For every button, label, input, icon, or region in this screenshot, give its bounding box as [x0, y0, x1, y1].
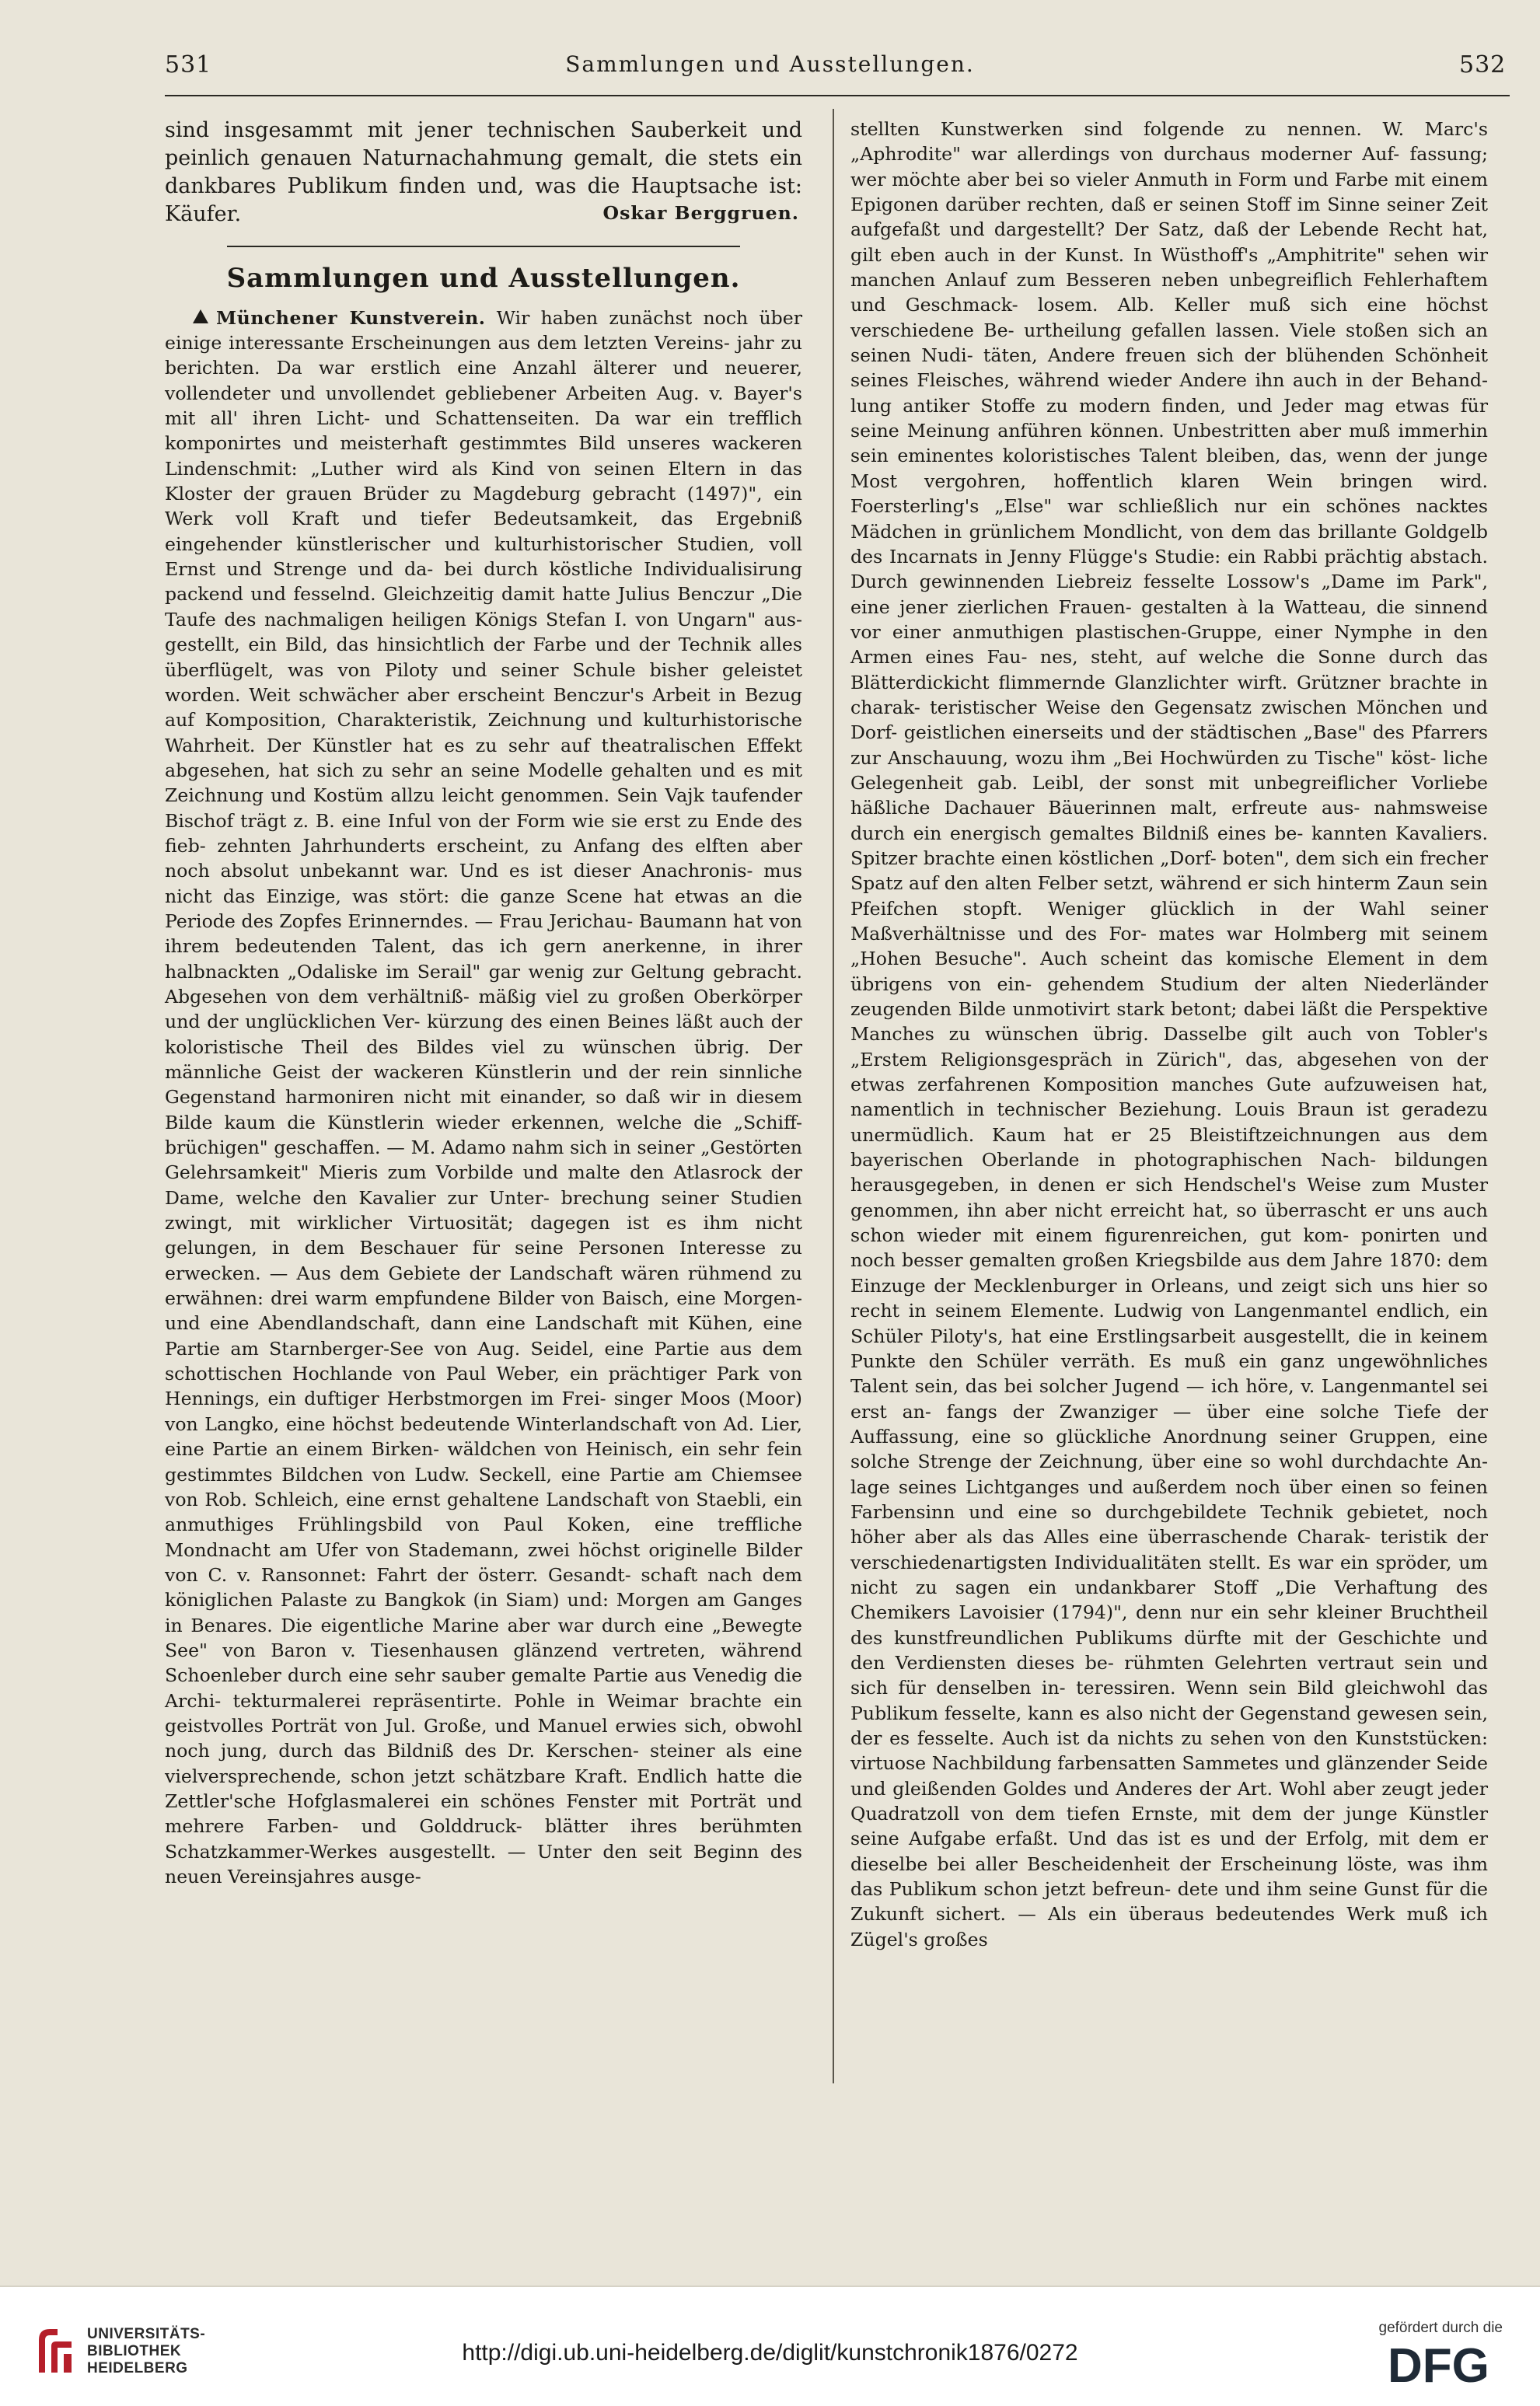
article-paragraph [165, 306, 802, 1890]
footer-divider [0, 2286, 1540, 2287]
column-divider [833, 109, 834, 2083]
library-name-line-2: BIBLIOTHEK [87, 2343, 182, 2359]
section-rule [227, 246, 740, 247]
dfg-logo-text: DFG [1388, 2340, 1489, 2387]
author-signature: Oskar Berggruen. [602, 202, 799, 224]
library-name-line-3: HEIDELBERG [87, 2360, 188, 2376]
viewer-footer [0, 2286, 1540, 2406]
page-number-right: 532 [1459, 51, 1507, 79]
dfg-logo-icon[interactable] [1386, 2340, 1503, 2387]
running-title: Sammlungen und Ausstellungen. [565, 51, 975, 77]
lead-label: Münchener Kunstverein. [216, 306, 486, 329]
page-number-left: 531 [165, 51, 212, 79]
library-name-line-1: UNIVERSITÄTS- [87, 2326, 206, 2342]
section-title: Sammlungen und Ausstellungen. [226, 263, 741, 295]
header-rule [165, 95, 1510, 96]
intro-paragraph: sind insgesammt mit jener technischen Sauberkeit und peinlich genauen Naturnachahmung gemalt, die stets ein dankbares Publikum finden und, was die Hauptsache ist: Käufer. [165, 118, 802, 226]
right-body-text: stellten Kunstwerken sind folgende zu nennen. W. Marc's „Aphrodite" war allerdings von durchaus moderner Auf- fassung; wer möchte aber bei so vieler Anmuth in Form und Farbe mit einem Epigonen darüber rechten, daß er seinen Stoff im Sinne seiner Zeit aufgefaßt und dargestellt? Der Satz, daß der Lebende Recht hat, gilt eben auch in der Kunst. In Wüsthoff's „Amphitrite" sehen wir manchen Anlauf zum Besseren neben unbegreiflich Fehlerhaftem und Geschmack- losem. Alb. Keller muß sich eine höchst verschiedene Be- urtheilung gefallen lassen. Viele stoßen sich an seinen Nudi- täten, Andere freuen sich der blühenden Schönheit seines Fleisches, während wieder Andere ihn auch in der Behand- lung antiker Stoffe zu modern finden, und Jeder mag etwas für seine Meinung anführen können. Unbestritten aber muß immerhin sein eminentes koloristisches Talent bleiben, das, wenn der junge Most vergohren, hoffentlich klaren Wein bringen wird. Foersterling's „Else" war schließlich nur ein schönes nacktes Mädchen in grünlichem Mondlicht, von dem das brillante Goldgelb des Incarnats in Jenny Flügge's Studie: ein Rabbi prächtig abstach. Durch gewinnenden Liebreiz fesselte Lossow's „Dame im Park", eine jener zierlichen Frauen- gestalten à la Watteau, die sinnend vor einer anmuthigen plastischen-Gruppe, einer Nymphe in den Armen eines Fau- nes, steht, auf welche die Sonne durch das Blätterdickicht flimmernde Glanzlichter wirft. Grützner brachte in charak- teristischer Weise den Gegensatz zwischen Mönchen und Dorf- geistlichen einerseits und der städtischen „Base" des Pfarrers zur Anschauung, wozu ihm „Bei Hochwürden zu Tische" köst- liche Gelegenheit gab. Leibl, der sonst mit unbegreiflicher Vorliebe häßliche Dachauer Bäuerinnen malt, erfreute aus- nahmsweise durch ein energisch gemaltes Bildniß eines be- kannten Kavaliers. Spitzer brachte einen köstlichen „Dorf- boten", dem sich ein frecher Spatz auf den alten Felber setzt, während er sich hinterm Zaun sein Pfeifchen stopft. Weniger glücklich in der Wahl seiner Maßverhältnisse und des For- mates war Holmberg mit seinem „Hohen Besuche". Auch scheint das komische Element in dem übrigens von ein- gehendem Studium der alten Niederländer zeugenden Bilde unmotivirt stark betont; dabei läßt die Perspektive Manches zu wünschen übrig. Dasselbe gilt auch von Tobler's „Erstem Religionsgespräch in Zürich", das, abgesehen von der etwas zerfahrenen Komposition manches Gute aufzuweisen hat, namentlich in technischer Beziehung. Louis Braun ist geradezu unermüdlich. Kaum hat er 25 Bleistiftzeichnungen aus dem bayerischen Oberlande in photographischen Nach- bildungen herausgegeben, in denen er sich Hendschel's Weise zum Muster genommen, ihn aber nicht erreicht hat, so überrascht er uns auch schon wieder mit einem figurenreichen, gut kom- ponirten und noch besser gemalten großen Kriegsbilde aus dem Jahre 1870: dem Einzuge der Mecklenburger in Orleans, und zeigt sich uns hier so recht in seinem Elemente. Ludwig von Langenmantel endlich, ein Schüler Piloty's, hat eine Erstlingsarbeit ausgestellt, die in keinem Punkte den Schüler verräth. Es muß ein ganz ungewöhnliches Talent sein, das bei solcher Jugend — ich höre, v. Langenmantel sei erst an- fangs der Zwanziger — über eine solche Tiefe der Auffassung, eine so glückliche Anordnung seiner Gruppen, eine solche Strenge der Zeichnung, über eine so wohl durchdachte An- lage seines Lichtganges und außerdem noch über einen so feinen Farbensinn und eine so durchgebildete Technik gebietet, noch höher aber als das Alles eine überraschende Charak- teristik der verschiedenartigsten Individualitäten stellt. Es war ein spröder, um nicht zu sagen ein undankbarer Stoff „Die Verhaftung des Chemikers Lavoisier (1794)", denn nur ein sehr kleiner Bruchtheil des kunstfreundlichen Publikums dürfte mit der Geschichte und den Verdiensten dieses be- rühmten Gelehrten vertraut sein und sich für denselben in- teressiren. Wenn sein Bild gleichwohl das Publikum fesselte, kann es also nicht der Gegenstand gewesen sein, der es fesselte. Auch ist da nichts zu sehen von den Kunststücken: virtuose Nachbildung farbensatten Sammetes und glänzender Seide und gleißenden Goldes und Anderes der Art. Wohl aber zeugt jeder Quadratzoll von dem tiefen Ernste, mit dem der junge Künstler seine Aufgabe erfaßt. Und das ist es und der Erfolg, mit dem er dieselbe bei aller Bescheidenheit der Erscheinung löste, was ihm das Publikum schon jetzt befreun- dete und ihm seine Gunst für die Zukunft sichert. — Als ein überaus bedeutendes Werk muß ich Zügel's großes [850, 118, 1488, 1950]
triangle-icon [193, 309, 208, 323]
right-column [850, 117, 1488, 2083]
permalink-url[interactable]: http://digi.ub.uni-heidelberg.de/diglit/kunstchronik1876/0272 [462, 2340, 1078, 2366]
left-body-text: Wir haben zunächst noch über einige interessante Erscheinungen aus dem letzten Vereins- jahr zu berichten. Da war erstlich eine Anzahl älterer und neuerer, vollendeter und unvollendet gebliebener Arbeiten Aug. v. Bayer's mit all' ihren Licht- und Schattenseiten. Da war ein trefflich komponirtes und meisterhaft gestimmtes Bild unseres wackeren Lindenschmit: „Luther wird als Kind von seinen Eltern in das Kloster der grauen Brüder zu Magdeburg gebracht (1497)", ein Werk voll Kraft und tiefer Bedeutsamkeit, das Ergebniß eingehender künstlerischer und kulturhistorischer Studien, voll Ernst und Strenge und da- bei durch köstliche Individualisirung packend und fesselnd. Gleichzeitig damit hatte Julius Benczur „Die Taufe des nachmaligen heiligen Königs Stefan I. von Ungarn" aus- gestellt, ein Bild, das hinsichtlich der Farbe und der Technik alles überflügelt, was von Piloty und seiner Schule bisher geleistet worden. Weit schwächer aber erscheint Benczur's Arbeit in Bezug auf Komposition, Charakteristik, Zeichnung und kulturhistorische Wahrheit. Der Künstler hat es zu sehr auf theatralischen Effekt abgesehen, hat sich zu sehr an seine Modelle gehalten und es mit Zeichnung und Kostüm allzu leicht genommen. Sein Vajk taufender Bischof trägt z. B. eine Inful von der Form wie sie erst zu Ende des fieb- zehnten Jahrhunderts erscheint, zu Anfang des elften aber noch absolut unbekannt war. Und es ist dieser Anachronis- mus nicht das Einzige, was stört: die ganze Scene hat etwas an die Periode des Zopfes Erinnerndes. — Frau Jerichau- Baumann hat von ihrem bedeutenden Talent, das ich gern anerkenne, in ihrer halbnackten „Odaliske im Serail" gar wenig zur Geltung gebracht. Abgesehen von dem verhältniß- mäßig viel zu großen Oberkörper und der unglücklichen Ver- kürzung des einen Beines läßt auch der koloristische Theil des Bildes viel zu wünschen übrig. Der männliche Geist der wackeren Künstlerin und der rein sinnliche Gegenstand harmoniren nicht mit einander, so daß wir in diesem Bilde kaum die Künstlerin wieder erkennen, welche die „Schiff- brüchigen" geschaffen. — M. Adamo nahm sich in seiner „Gestörten Gelehrsamkeit" Mieris zum Vorbilde und malte den Atlasrock der Dame, welche den Kavalier zur Unter- brechung seiner Studien zwingt, mit wirklicher Virtuosität; dagegen ist es ihm nicht gelungen, in dem Beschauer für seine Personen Interesse zu erwecken. — Aus dem Gebiete der Landschaft wären rühmend zu erwähnen: drei warm empfundene Bilder von Baisch, eine Morgen- und eine Abendlandschaft, dann eine Landschaft mit Kühen, eine Partie am Starnberger-See von Aug. Seidel, eine Partie aus dem schottischen Hochlande von Paul Weber, ein prächtiger Park von Hennings, ein duftiger Herbstmorgen im Frei- singer Moos (Moor) von Langko, eine höchst bedeutende Winterlandschaft von Ad. Lier, eine Partie an einem Birken- wäldchen von Heinisch, ein sehr fein gestimmtes Bildchen von Ludw. Seckell, eine Partie am Chiemsee von Rob. Schleich, eine ernst gehaltene Landschaft von Staebli, ein anmuthiges Frühlingsbild von Paul Koken, eine treffliche Mondnacht am Ufer von Stademann, zwei höchst originelle Bilder von C. v. Ransonnet: Fahrt der österr. Gesandt- schaft nach dem königlichen Palaste zu Bangkok (in Siam) und: Morgen am Ganges in Benares. Die eigentliche Marine aber war durch eine „Bewegte See" von Baron v. Tiesenhausen glänzend vertreten, während Schoenleber durch eine sehr sauber gemalte Partie aus Venedig die Archi- tekturmalerei repräsentirte. Pohle in Weimar brachte ein geistvolles Porträt von Jul. Große, und Manuel erwies sich, obwohl noch jung, durch das Bildniß des Dr. Kerschen- steiner als eine vielversprechende, schon jetzt schätzbare Kraft. Endlich hatte die Zettler'sche Hofglasmalerei ein schönes Fenster mit Porträt und mehrere Farben- und Golddruck- blätter ihres berühmten Schatzkammer-Werkes ausgestellt. — Unter den seit Beginn des neuen Vereinsjahres ausge- [165, 306, 803, 1887]
left-column [165, 117, 802, 2083]
sponsor-label: gefördert durch die [1378, 2320, 1503, 2336]
